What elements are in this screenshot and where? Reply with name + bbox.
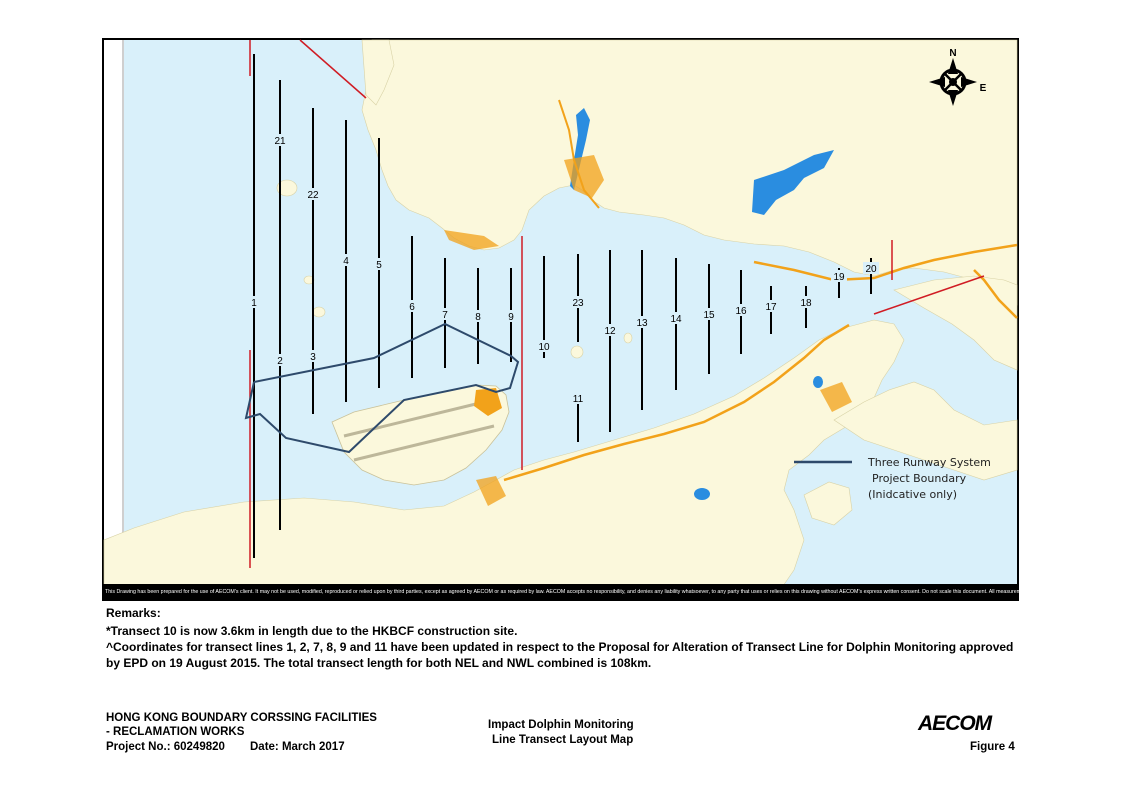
transect-label-17: 17: [765, 302, 777, 313]
disclaimer-bar: This Drawing has been prepared for the use of AECOM's client. It may not be used, modified, reproduced or relied upon by third parties, except as agreed by AECOM or as required by law. AECOM accepts no responsibility, and denies any liability whatsoever, to any party that uses or relies on this drawing without AECOM's express written consent. Do not scale this document. All measurements must be obtained from the stated dimensions.: [102, 584, 1019, 601]
aecom-logo: AECOM: [918, 712, 992, 735]
transect-label-9: 9: [508, 312, 514, 323]
island-small: [313, 307, 325, 317]
remark-line-3: by EPD on 19 August 2015. The total transect length for both NEL and NWL combined is 108km.: [106, 656, 652, 670]
transect-label-16: 16: [735, 306, 747, 317]
legend-line-3: (Inidcative only): [868, 488, 958, 501]
transect-label-1: 1: [251, 298, 257, 309]
transect-label-3: 3: [310, 352, 316, 363]
transect-label-5: 5: [376, 260, 382, 271]
project-date: Date: March 2017: [250, 741, 345, 753]
project-name-line-1: HONG KONG BOUNDARY CORSSING FACILITIES: [106, 712, 377, 724]
transect-label-21: 21: [274, 136, 286, 147]
unmapped-area-edge: [122, 40, 124, 599]
transect-label-10: 10: [538, 342, 550, 353]
transect-label-2: 2: [277, 356, 283, 367]
transect-label-12: 12: [604, 326, 616, 337]
transect-label-13: 13: [636, 318, 648, 329]
map-title-line-2: Line Transect Layout Map: [492, 734, 634, 746]
transect-label-20: 20: [865, 264, 877, 275]
transect-label-23: 23: [572, 298, 584, 309]
remark-line-1: *Transect 10 is now 3.6km in length due to the HKBCF construction site.: [106, 624, 518, 638]
legend-line-1: Three Runway System: [868, 456, 991, 469]
remarks-title: Remarks:: [106, 606, 161, 620]
transect-label-6: 6: [409, 302, 415, 313]
figure-number: Figure 4: [970, 741, 1015, 753]
transect-label-7: 7: [442, 310, 448, 321]
project-number: Project No.: 60249820: [106, 741, 225, 753]
transect-label-4: 4: [343, 256, 349, 267]
unmapped-area: [104, 40, 122, 599]
line-transect-map: [104, 40, 1017, 599]
transect-label-22: 22: [307, 190, 319, 201]
transect-label-14: 14: [670, 314, 682, 325]
island-small: [624, 333, 632, 343]
transect-label-11: 11: [572, 394, 584, 405]
reservoir: [694, 488, 710, 500]
legend-line-2: Project Boundary: [872, 472, 967, 485]
compass-east-label: E: [979, 83, 987, 94]
remark-line-2: ^Coordinates for transect lines 1, 2, 7, 8, 9 and 11 have been updated in respect to the Proposal for Alteration of Transect Line for Dolphin Monitoring approved: [106, 640, 1014, 654]
map-title-line-1: Impact Dolphin Monitoring: [488, 719, 634, 731]
transect-label-19: 19: [833, 272, 845, 283]
transect-label-18: 18: [800, 298, 812, 309]
map-frame: [102, 38, 1019, 601]
island-small: [571, 346, 583, 358]
transect-label-15: 15: [703, 310, 715, 321]
project-name-line-2: - RECLAMATION WORKS: [106, 726, 245, 738]
transect-label-8: 8: [475, 312, 481, 323]
compass-north-label: N: [949, 48, 957, 59]
reservoir: [813, 376, 823, 388]
